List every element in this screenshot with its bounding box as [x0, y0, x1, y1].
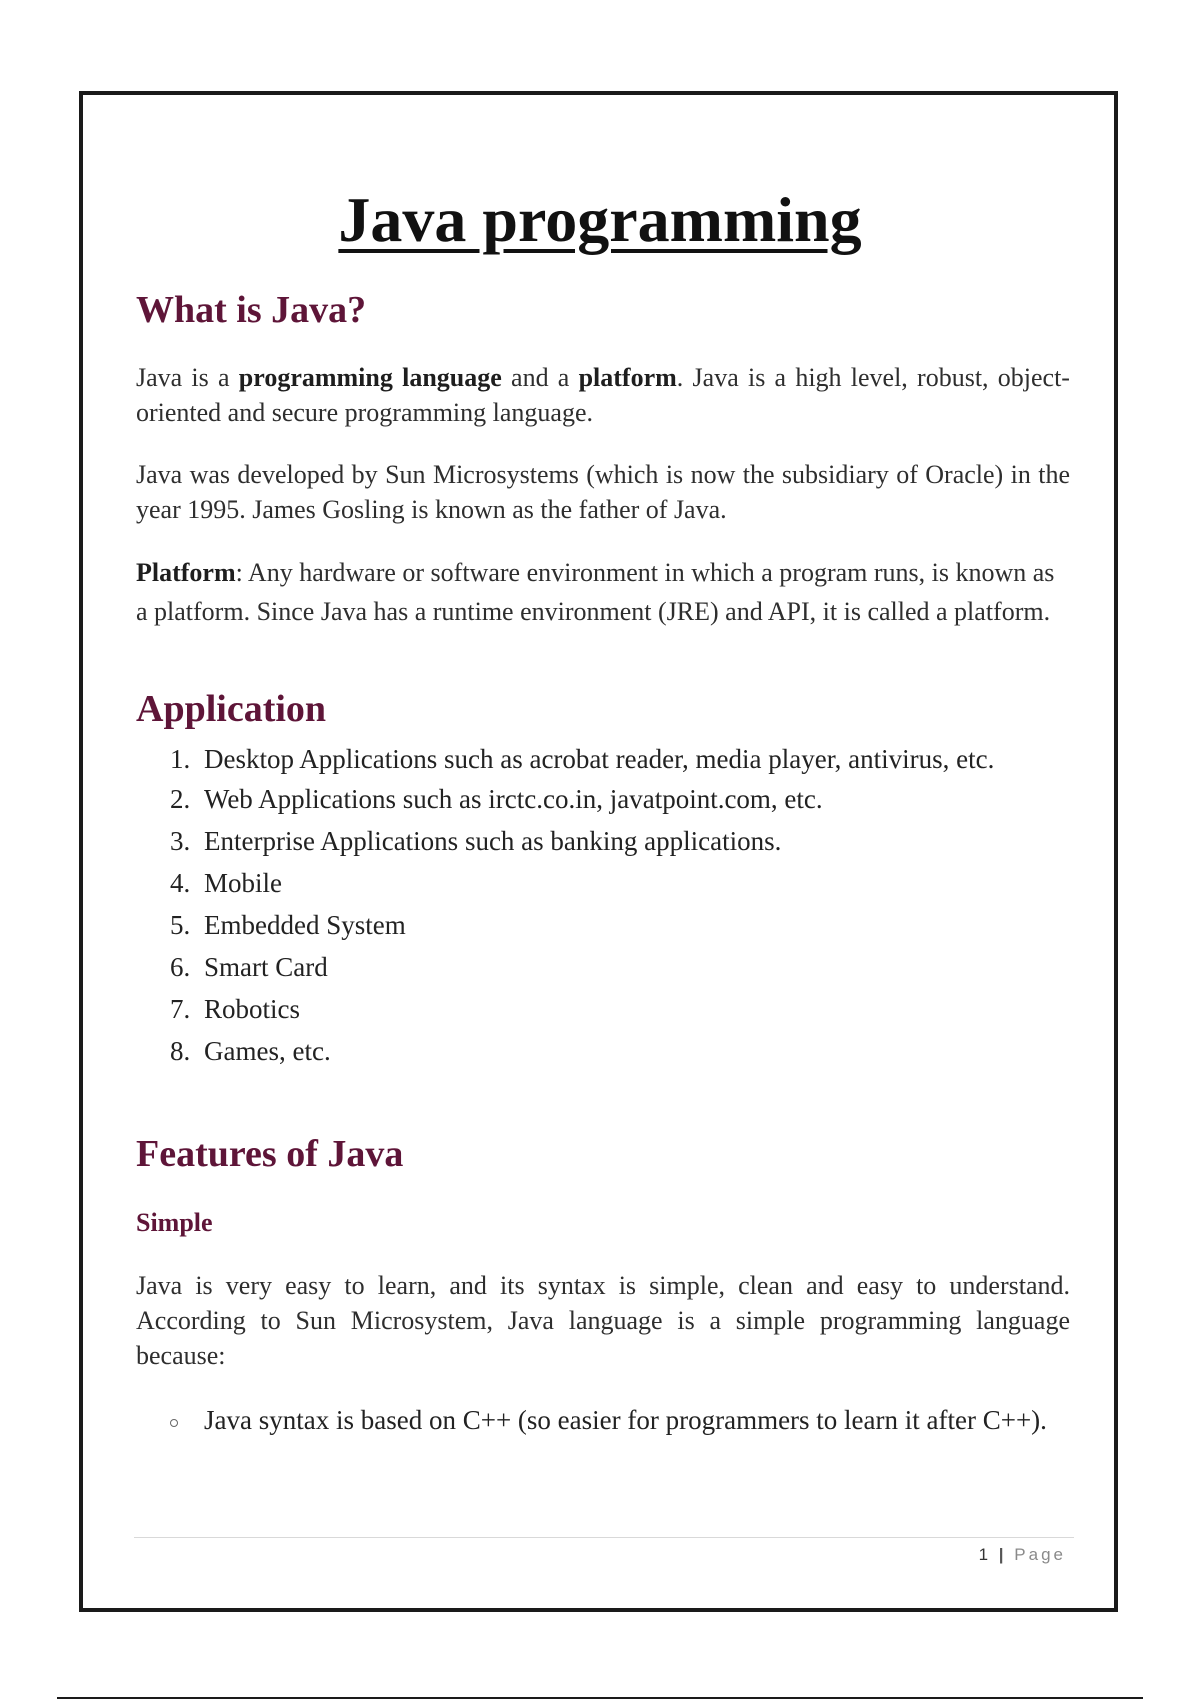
- heading-what-is-java: What is Java?: [136, 289, 367, 331]
- list-item: 4. Mobile: [170, 868, 282, 898]
- heading-application: Application: [136, 688, 327, 730]
- bullet-circle-icon: [170, 1419, 178, 1427]
- document-title: Java programming: [338, 184, 862, 255]
- paragraph-simple: Java is very easy to learn, and its syntax is simple, clean and easy to understand. According to Sun Microsystem, Java language is a simple programming language because:: [136, 1271, 1070, 1370]
- heading-features-of-java: Features of Java: [136, 1133, 404, 1175]
- bullet-item: Java syntax is based on C++ (so easier for programmers to learn it after C++).: [136, 1402, 1070, 1439]
- list-item: 8. Games, etc.: [170, 1036, 331, 1066]
- bold-programming-language: programming language: [238, 363, 502, 392]
- list-item: 2. Web Applications such as irctc.co.in, javatpoint.com, etc.: [170, 784, 823, 814]
- list-item: 3. Enterprise Applications such as banking applications.: [170, 826, 782, 856]
- paragraph-java-history: Java was developed by Sun Microsystems (which is now the subsidiary of Oracle) in the year 1995. James Gosling is known as the father of Java.: [136, 460, 1070, 524]
- paragraph-platform: Platform: Any hardware or software environment in which a program runs, is known as a platform. Since Java has a runtime environment (JRE) and API, it is called a platform.: [136, 558, 1055, 626]
- application-list: [136, 742, 1070, 1076]
- bold-platform-label: Platform: [136, 558, 236, 587]
- list-item: 1. Desktop Applications such as acrobat reader, media player, antivirus, etc.: [170, 744, 995, 774]
- bottom-divider: [57, 1697, 1143, 1699]
- bold-platform: platform: [578, 363, 677, 392]
- list-item: 6. Smart Card: [170, 952, 328, 982]
- heading-simple: Simple: [136, 1208, 213, 1237]
- list-item: 7. Robotics: [170, 994, 301, 1024]
- list-item: 5. Embedded System: [170, 910, 406, 940]
- page-number: 1 | Page: [978, 1545, 1066, 1564]
- footer-divider: [134, 1537, 1074, 1538]
- paragraph-java-definition: Java is a programming language and a platform. Java is a high level, robust, object-oriented and secure programming language.: [136, 363, 1070, 427]
